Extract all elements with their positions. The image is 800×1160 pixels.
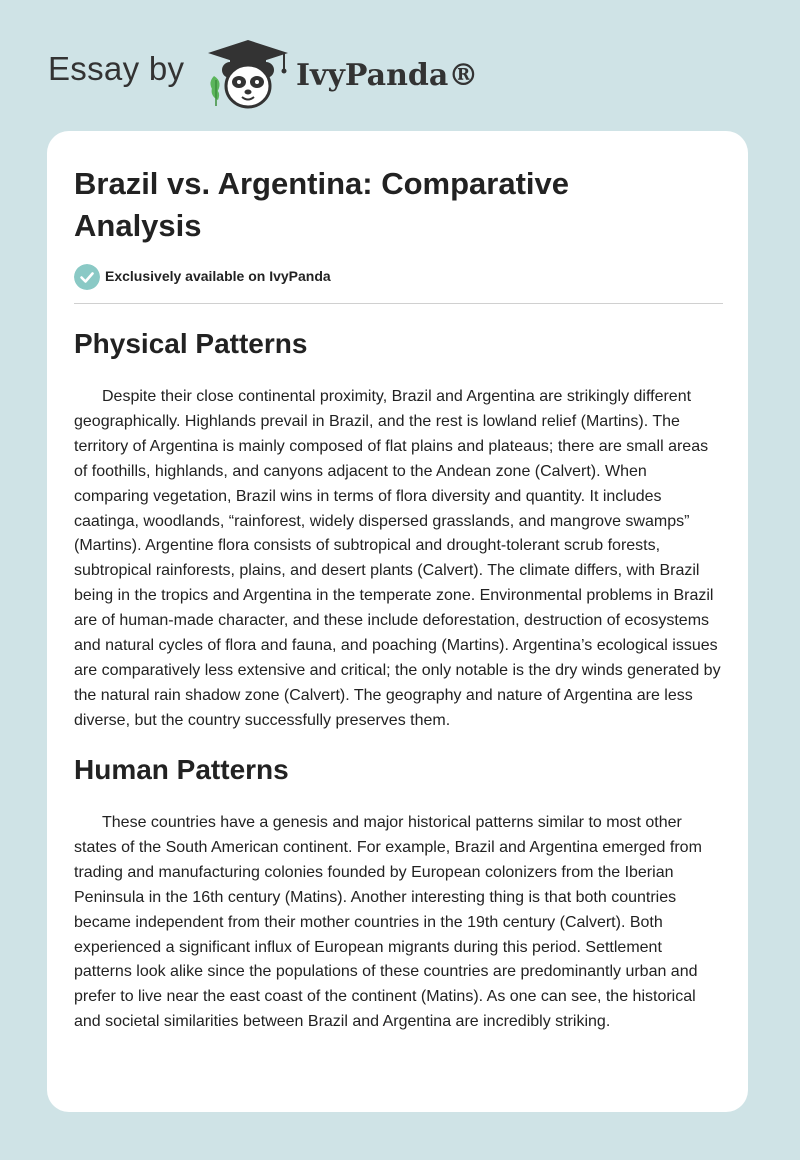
essay-title: Brazil vs. Argentina: Comparative Analysis (74, 166, 569, 243)
section-paragraph-human-patterns: These countries have a genesis and major historical patterns similar to most other states of the South American continent. For example, Brazil and Argentina emerged from trading and manufacturing colonies founded by European colonizers from the Iberian Peninsula in the 16th century (Matins). Another interesting thing is that both countries became independent from their mother countries in the 19th century (Calvert). Both experienced a significant influx of European migrants during this period. Settlement patterns look alike since the populations of these countries are predominantly urban and prefer to live near the east coast of the continent (Matins). As one can see, the historical and societal similarities between Brazil and Argentina are incredibly striking. (74, 814, 702, 1031)
panda-graduate-logo-icon[interactable] (204, 36, 292, 112)
essay-by-label: Essay by (48, 50, 185, 87)
essay-card (47, 131, 748, 1112)
checkmark-icon (74, 264, 100, 290)
ivypanda-brand-name[interactable]: IvyPanda® (296, 58, 479, 93)
title-divider (74, 303, 723, 304)
section-paragraph-physical-patterns: Despite their close continental proximity, Brazil and Argentina are strikingly different geographically. Highlands prevail in Brazil, and the rest is lowland relief (Martins). The territory of Argentina is mainly composed of flat plains and plateaus; there are small areas of foothills, highlands, and canyons adjacent to the Andean zone (Calvert). When comparing vegetation, Brazil wins in terms of flora diversity and quantity. It includes caatinga, woodlands, “rainforest, widely dispersed grasslands, and mangrove swamps” (Martins). Argentine flora consists of subtropical and drought-tolerant scrub forests, subtropical rainforests, plains, and desert plants (Calvert). The climate differs, with Brazil being in the tropics and Argentina in the temperate zone. Environmental problems in Brazil are of human-made character, and these include deforestation, destruction of ecosystems and natural cycles of flora and fauna, and poaching (Martins). Argentina’s ecological issues are comparatively less extensive and critical; the only notable is the dry winds generated by the natural rain shadow zone (Calvert). The geography and nature of Argentina are less diverse, but the country successfully preserves them. (74, 388, 721, 729)
site-header (48, 36, 488, 112)
section-heading-physical-patterns: Physical Patterns (74, 328, 308, 359)
exclusive-badge-label: Exclusively available on IvyPanda (105, 268, 331, 284)
section-heading-human-patterns: Human Patterns (74, 754, 289, 785)
